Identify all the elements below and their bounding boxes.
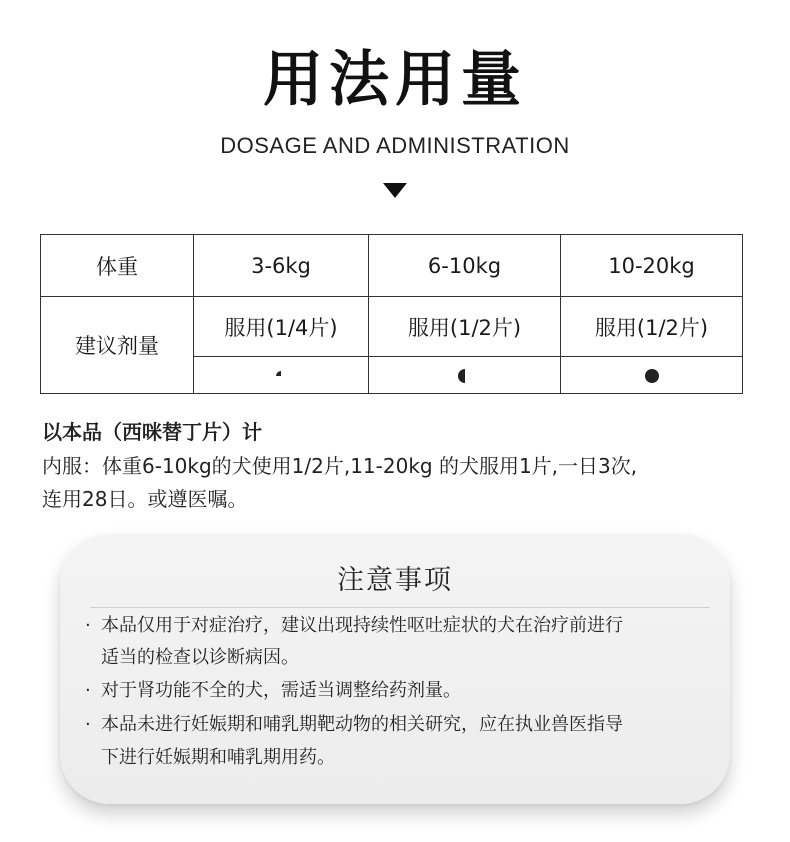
table-row-dose bbox=[41, 297, 743, 357]
weight-cell-10-20: 10-20kg bbox=[561, 235, 743, 297]
dosage-instructions-line-1: 内服：体重6-10kg的犬使用1/2片,11-20kg 的犬服用1片,一日3次, bbox=[42, 454, 638, 478]
down-triangle-icon bbox=[383, 183, 407, 198]
caution-item-3 bbox=[85, 709, 623, 741]
weight-cell-3-6: 3-6kg bbox=[194, 235, 369, 297]
cautions-divider bbox=[90, 607, 710, 608]
half-pill-icon bbox=[457, 368, 473, 384]
full-pill-icon bbox=[644, 368, 660, 384]
caution-item-1-line-1: 本品仅用于对症治疗，建议出现持续性呕吐症状的犬在治疗前进行 bbox=[101, 615, 623, 636]
bullet-dot: · bbox=[85, 714, 91, 735]
cautions-card bbox=[60, 534, 730, 804]
pill-cell-1 bbox=[194, 357, 369, 394]
caution-item-1-cont: 适当的检查以诊断病因。 bbox=[101, 647, 299, 668]
dosage-table bbox=[40, 234, 743, 394]
table-row-weight bbox=[41, 235, 743, 297]
dose-header-cell: 建议剂量 bbox=[41, 297, 194, 394]
quarter-pill-icon bbox=[273, 368, 289, 384]
bullet-dot: · bbox=[85, 680, 91, 701]
dosage-basis-heading: 以本品（西咪替丁片）计 bbox=[42, 420, 262, 444]
pill-cell-3 bbox=[561, 357, 743, 394]
caution-item-3-cont: 下进行妊娠期和哺乳期用药。 bbox=[101, 747, 335, 768]
caution-item-1 bbox=[85, 610, 623, 642]
weight-header-cell: 体重 bbox=[41, 235, 194, 297]
caution-item-2-line-1: 对于肾功能不全的犬，需适当调整给药剂量。 bbox=[101, 680, 461, 701]
cautions-title: 注意事项 bbox=[337, 565, 453, 596]
caution-item-2 bbox=[85, 675, 461, 707]
dosage-instructions bbox=[42, 450, 762, 516]
weight-cell-6-10: 6-10kg bbox=[369, 235, 561, 297]
dose-cell-2: 服用(1/2片) bbox=[369, 297, 561, 357]
pill-cell-2 bbox=[369, 357, 561, 394]
dose-cell-3: 服用(1/2片) bbox=[561, 297, 743, 357]
dose-cell-1: 服用(1/4片) bbox=[194, 297, 369, 357]
page-subtitle: DOSAGE AND ADMINISTRATION bbox=[220, 133, 570, 158]
bullet-dot: · bbox=[85, 615, 91, 636]
caution-item-3-line-1: 本品未进行妊娠期和哺乳期靶动物的相关研究，应在执业兽医指导 bbox=[101, 714, 623, 735]
dosage-instructions-line-2: 连用28日。或遵医嘱。 bbox=[42, 487, 248, 511]
page-title: 用法用量 bbox=[263, 45, 527, 115]
